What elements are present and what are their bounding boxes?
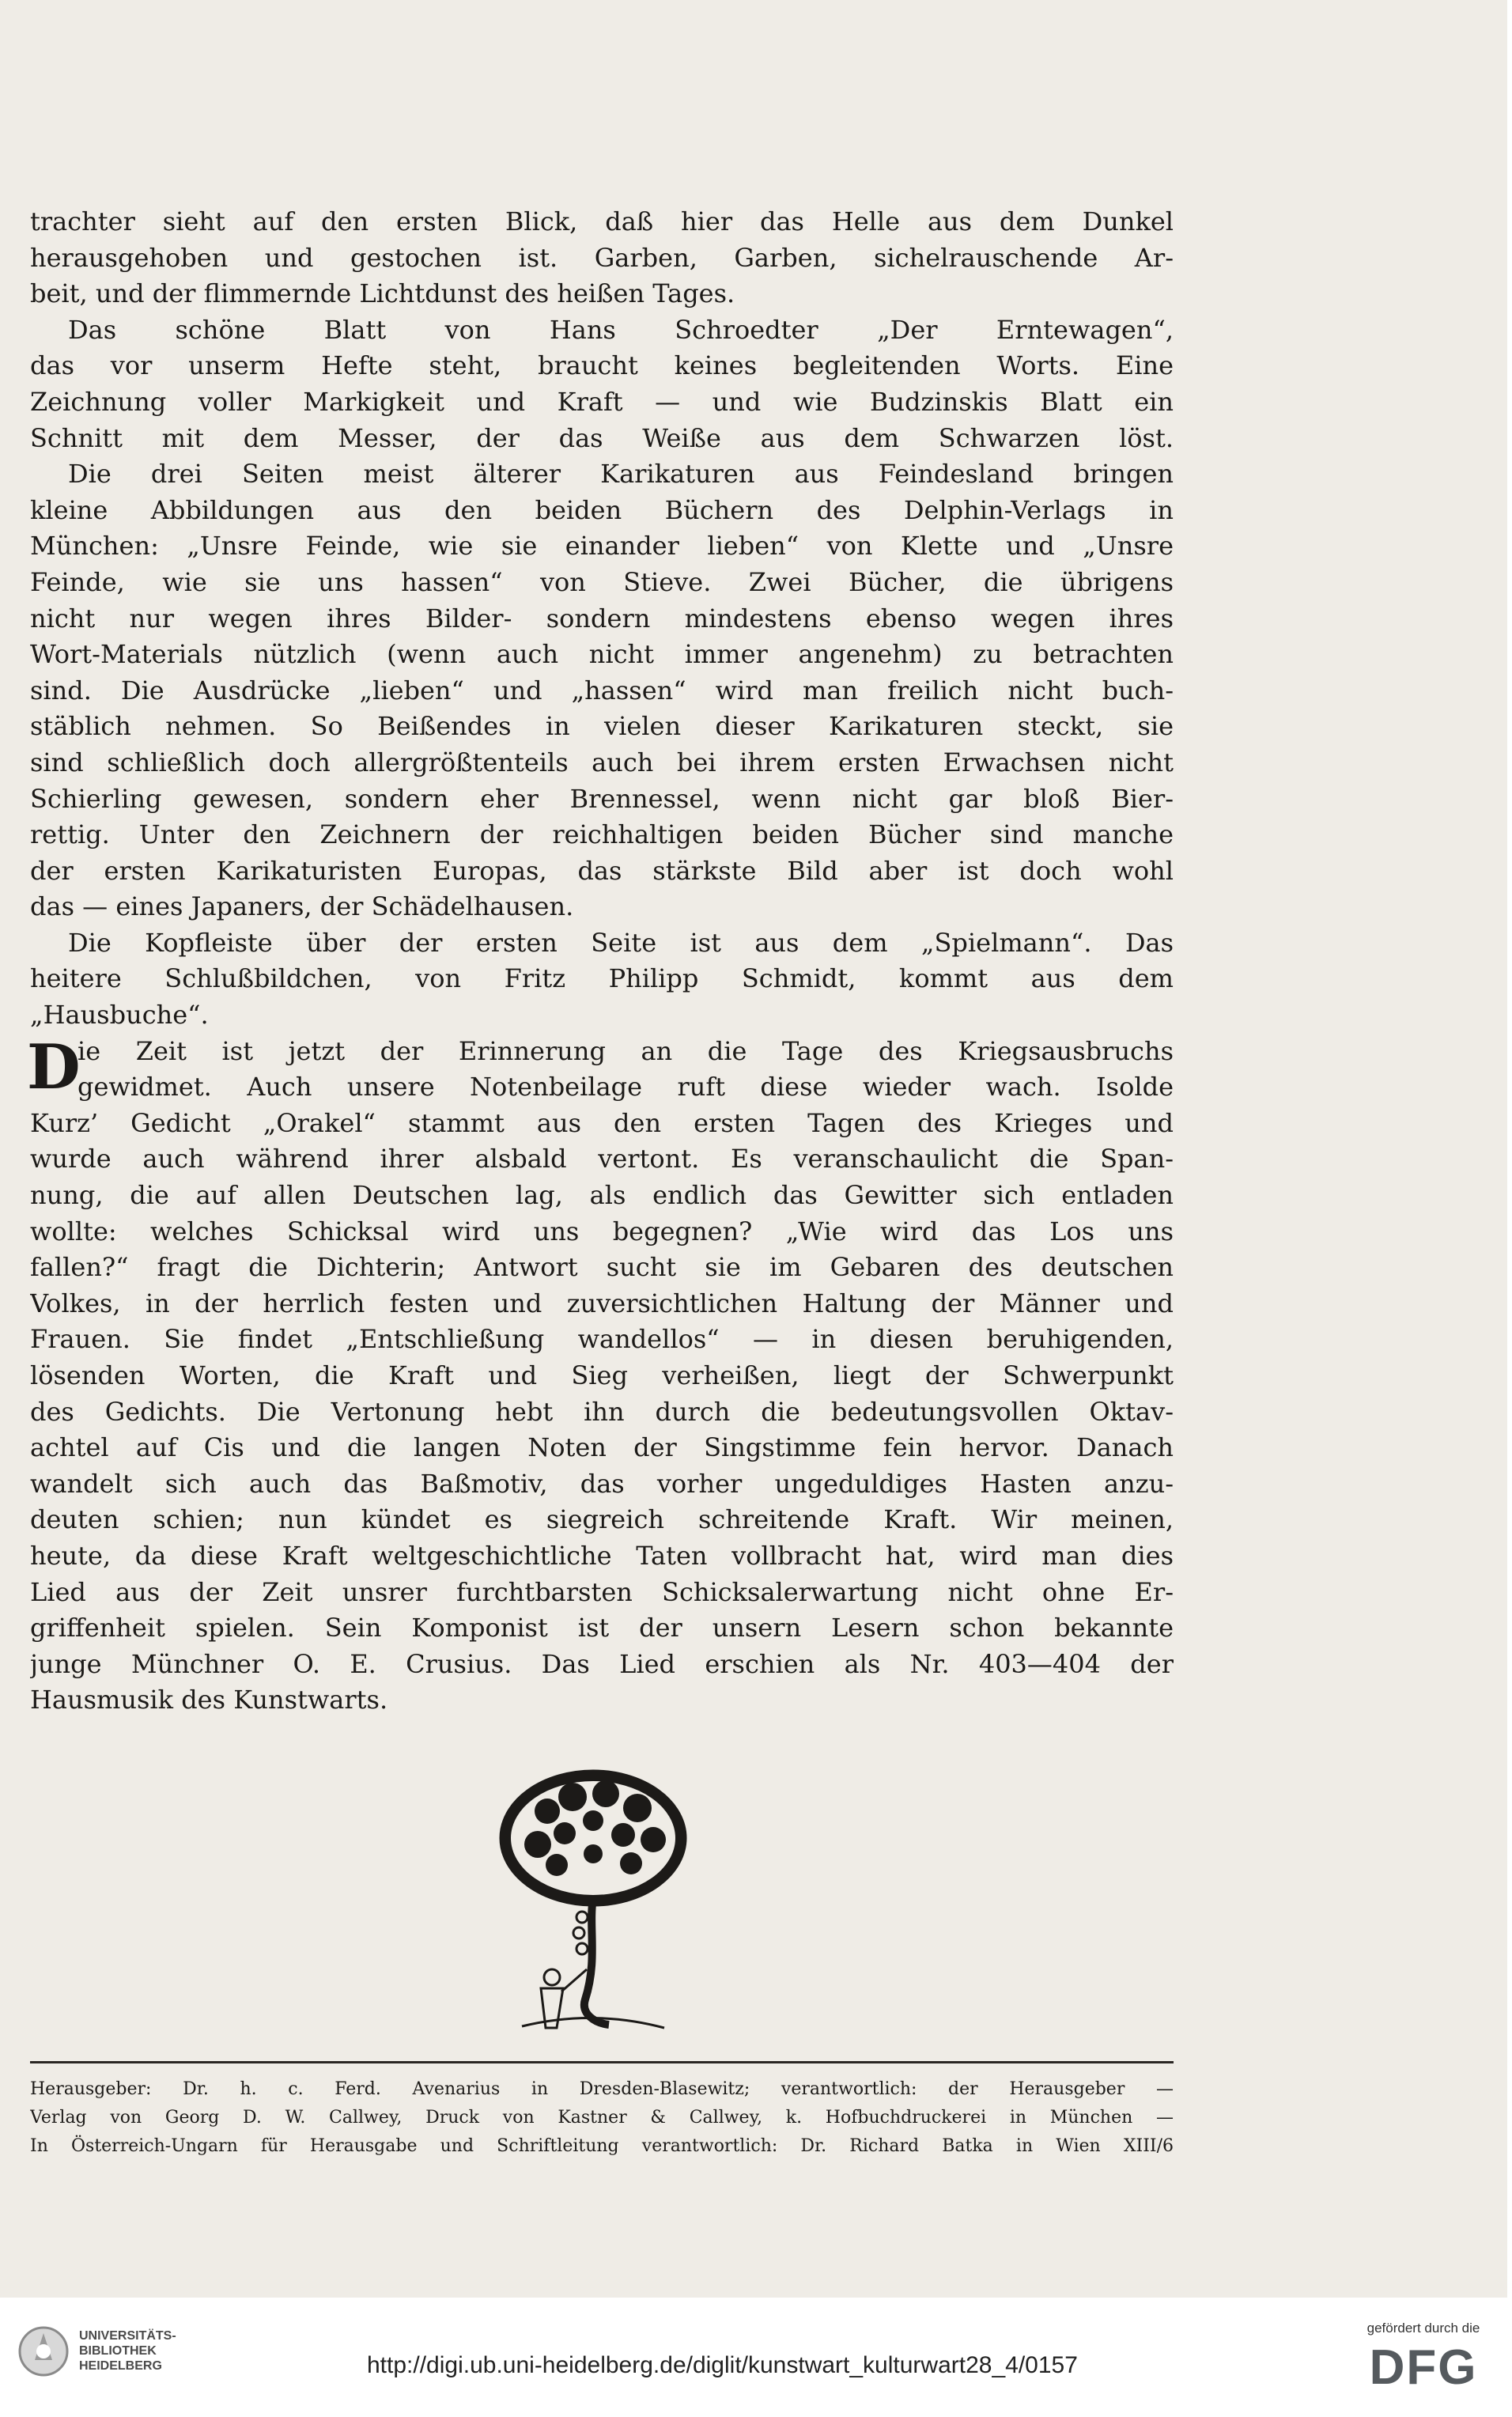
permalink-url[interactable]: http://digi.ub.uni-heidelberg.de/diglit/kunstwart_kulturwart28_4/0157 xyxy=(367,2352,1078,2378)
funding-credit[interactable] xyxy=(1344,2321,1503,2409)
viewer-footer xyxy=(0,2309,1512,2417)
imprint-line: Herausgeber: Dr. h. c. Ferd. Avenarius in Dresden-Blasewitz; verantwortlich: der Herausgeber — xyxy=(30,2079,1174,2099)
text-line: Zeichnung voller Markigkeit und Kraft — und wie Budzinskis Blatt ein xyxy=(30,386,1174,417)
text-line: herausgehoben und gestochen ist. Garben, Garben, sichelrauschende Ar- xyxy=(30,242,1174,273)
heidelberg-seal-icon xyxy=(17,2325,70,2377)
library-name-line: HEIDELBERG xyxy=(79,2359,162,2373)
tree-vignette xyxy=(490,1762,696,2036)
text-line: gewidmet. Auch unsere Notenbeilage ruft diese wieder wach. Isolde xyxy=(77,1072,1174,1103)
text-line: rettig. Unter den Zeichnern der reichhaltigen beiden Bücher sind manche xyxy=(30,819,1174,850)
footer-rule xyxy=(30,2061,1174,2063)
text-line: sind schließlich doch allergrößtenteils auch bei ihrem ersten Erwachsen nicht xyxy=(30,747,1174,777)
text-line: fallen?“ fragt die Dichterin; Antwort sucht sie im Gebaren des deutschen xyxy=(30,1252,1174,1283)
text-line: griffenheit spielen. Sein Komponist ist der unsern Lesern schon bekannte xyxy=(30,1613,1174,1643)
library-name xyxy=(79,2328,176,2374)
text-line: Das schöne Blatt von Hans Schroedter „Der Erntewagen“, xyxy=(68,314,1174,345)
text-line: Kurz’ Gedicht „Orakel“ stammt aus den ersten Tagen des Krieges und xyxy=(30,1107,1174,1138)
text-line: das — eines Japaners, der Schädelhausen. xyxy=(30,891,574,922)
text-line: stäblich nehmen. So Beißendes in vielen dieser Karikaturen steckt, sie xyxy=(30,711,1174,742)
text-line: Wort-Materials nützlich (wenn auch nicht immer angenehm) zu betrachten xyxy=(30,639,1174,670)
library-name-line: BIBLIOTHEK xyxy=(79,2344,157,2358)
text-line: Hausmusik des Kunstwarts. xyxy=(30,1685,388,1715)
text-line: achtel auf Cis und die langen Noten der Singstimme fein hervor. Danach xyxy=(30,1432,1174,1463)
text-line: Frauen. Sie findet „Entschließung wandellos“ — in diesen beruhigenden, xyxy=(30,1324,1174,1355)
text-line: „Hausbuche“. xyxy=(30,1000,209,1031)
text-line: junge Münchner O. E. Crusius. Das Lied erschien als Nr. 403—404 der xyxy=(30,1648,1174,1679)
text-line: Lied aus der Zeit unsrer furchtbarsten Schicksalerwartung nicht ohne Er- xyxy=(30,1576,1174,1607)
text-line: Volkes, in der herrlich festen und zuversichtlichen Haltung der Männer und xyxy=(30,1288,1174,1318)
text-line: kleine Abbildungen aus den beiden Büchern des Delphin-Verlags in xyxy=(30,494,1174,525)
text-line: Die drei Seiten meist älterer Karikaturen aus Feindesland bringen xyxy=(68,459,1174,490)
text-line: des Gedichts. Die Vertonung hebt ihn durch die bedeutungsvollen Oktav- xyxy=(30,1396,1174,1427)
text-line: das vor unserm Hefte steht, braucht keines begleitenden Worts. Eine xyxy=(30,350,1174,381)
text-line: lösenden Worten, die Kraft und Sieg verheißen, liegt der Schwerpunkt xyxy=(30,1360,1174,1390)
text-line: Die Kopfleiste über der ersten Seite ist aus dem „Spielmann“. Das xyxy=(68,927,1174,958)
text-line: wurde auch während ihrer alsbald vertont. Es veranschaulicht die Span- xyxy=(30,1144,1174,1174)
text-line: nung, die auf allen Deutschen lag, als endlich das Gewitter sich entladen xyxy=(30,1180,1174,1211)
text-line: beit, und der flimmernde Lichtdunst des heißen Tages. xyxy=(30,278,735,309)
dfg-logo: DFG xyxy=(1369,2340,1478,2395)
drop-cap-letter: D xyxy=(27,1031,81,1103)
text-line: heitere Schlußbildchen, von Fritz Philipp Schmidt, kommt aus dem xyxy=(30,963,1174,994)
text-line: München: „Unsre Feinde, wie sie einander lieben“ von Klette und „Unsre xyxy=(30,531,1174,562)
text-line: sind. Die Ausdrücke „lieben“ und „hassen“ wird man freilich nicht buch- xyxy=(30,675,1174,705)
text-line: deuten schien; nun kündet es siegreich schreitende Kraft. Wir meinen, xyxy=(30,1504,1174,1535)
funding-caption: gefördert durch die xyxy=(1366,2321,1480,2336)
text-line: heute, da diese Kraft weltgeschichtliche Taten vollbracht hat, wird man dies xyxy=(30,1540,1174,1571)
text-line: trachter sieht auf den ersten Blick, daß hier das Helle aus dem Dunkel xyxy=(30,206,1174,236)
text-line: Feinde, wie sie uns hassen“ von Stieve. Zwei Bücher, die übrigens xyxy=(30,566,1174,597)
text-line: wollte: welches Schicksal wird uns begegnen? „Wie wird das Los uns xyxy=(30,1216,1174,1246)
text-line: der ersten Karikaturisten Europas, das stärkste Bild aber ist doch wohl xyxy=(30,855,1174,886)
text-line: Schnitt mit dem Messer, der das Weiße aus dem Schwarzen löst. xyxy=(30,422,1174,453)
library-name-line: UNIVERSITÄTS- xyxy=(79,2329,176,2343)
text-line: ie Zeit ist jetzt der Erinnerung an die Tage des Kriegsausbruchs xyxy=(77,1035,1174,1066)
drop-cap-paragraph xyxy=(27,1031,1174,1106)
imprint-line: In Österreich-Ungarn für Herausgabe und Schriftleitung verantwortlich: Dr. Richard Batka in Wien XIII/6 xyxy=(30,2136,1174,2156)
imprint-line: Verlag von Georg D. W. Callwey, Druck von Kastner & Callwey, k. Hofbuchdruckerei in München — xyxy=(30,2108,1174,2128)
imprint xyxy=(30,2075,1174,2161)
text-line: Schierling gewesen, sondern eher Brennessel, wenn nicht gar bloß Bier- xyxy=(30,783,1174,814)
university-library-logo[interactable] xyxy=(17,2325,231,2404)
text-line: wandelt sich auch das Baßmotiv, das vorher ungeduldiges Hasten anzu- xyxy=(30,1468,1174,1499)
text-line: nicht nur wegen ihres Bilder- sondern mindestens ebenso wegen ihres xyxy=(30,603,1174,634)
body-text xyxy=(27,204,1174,1719)
